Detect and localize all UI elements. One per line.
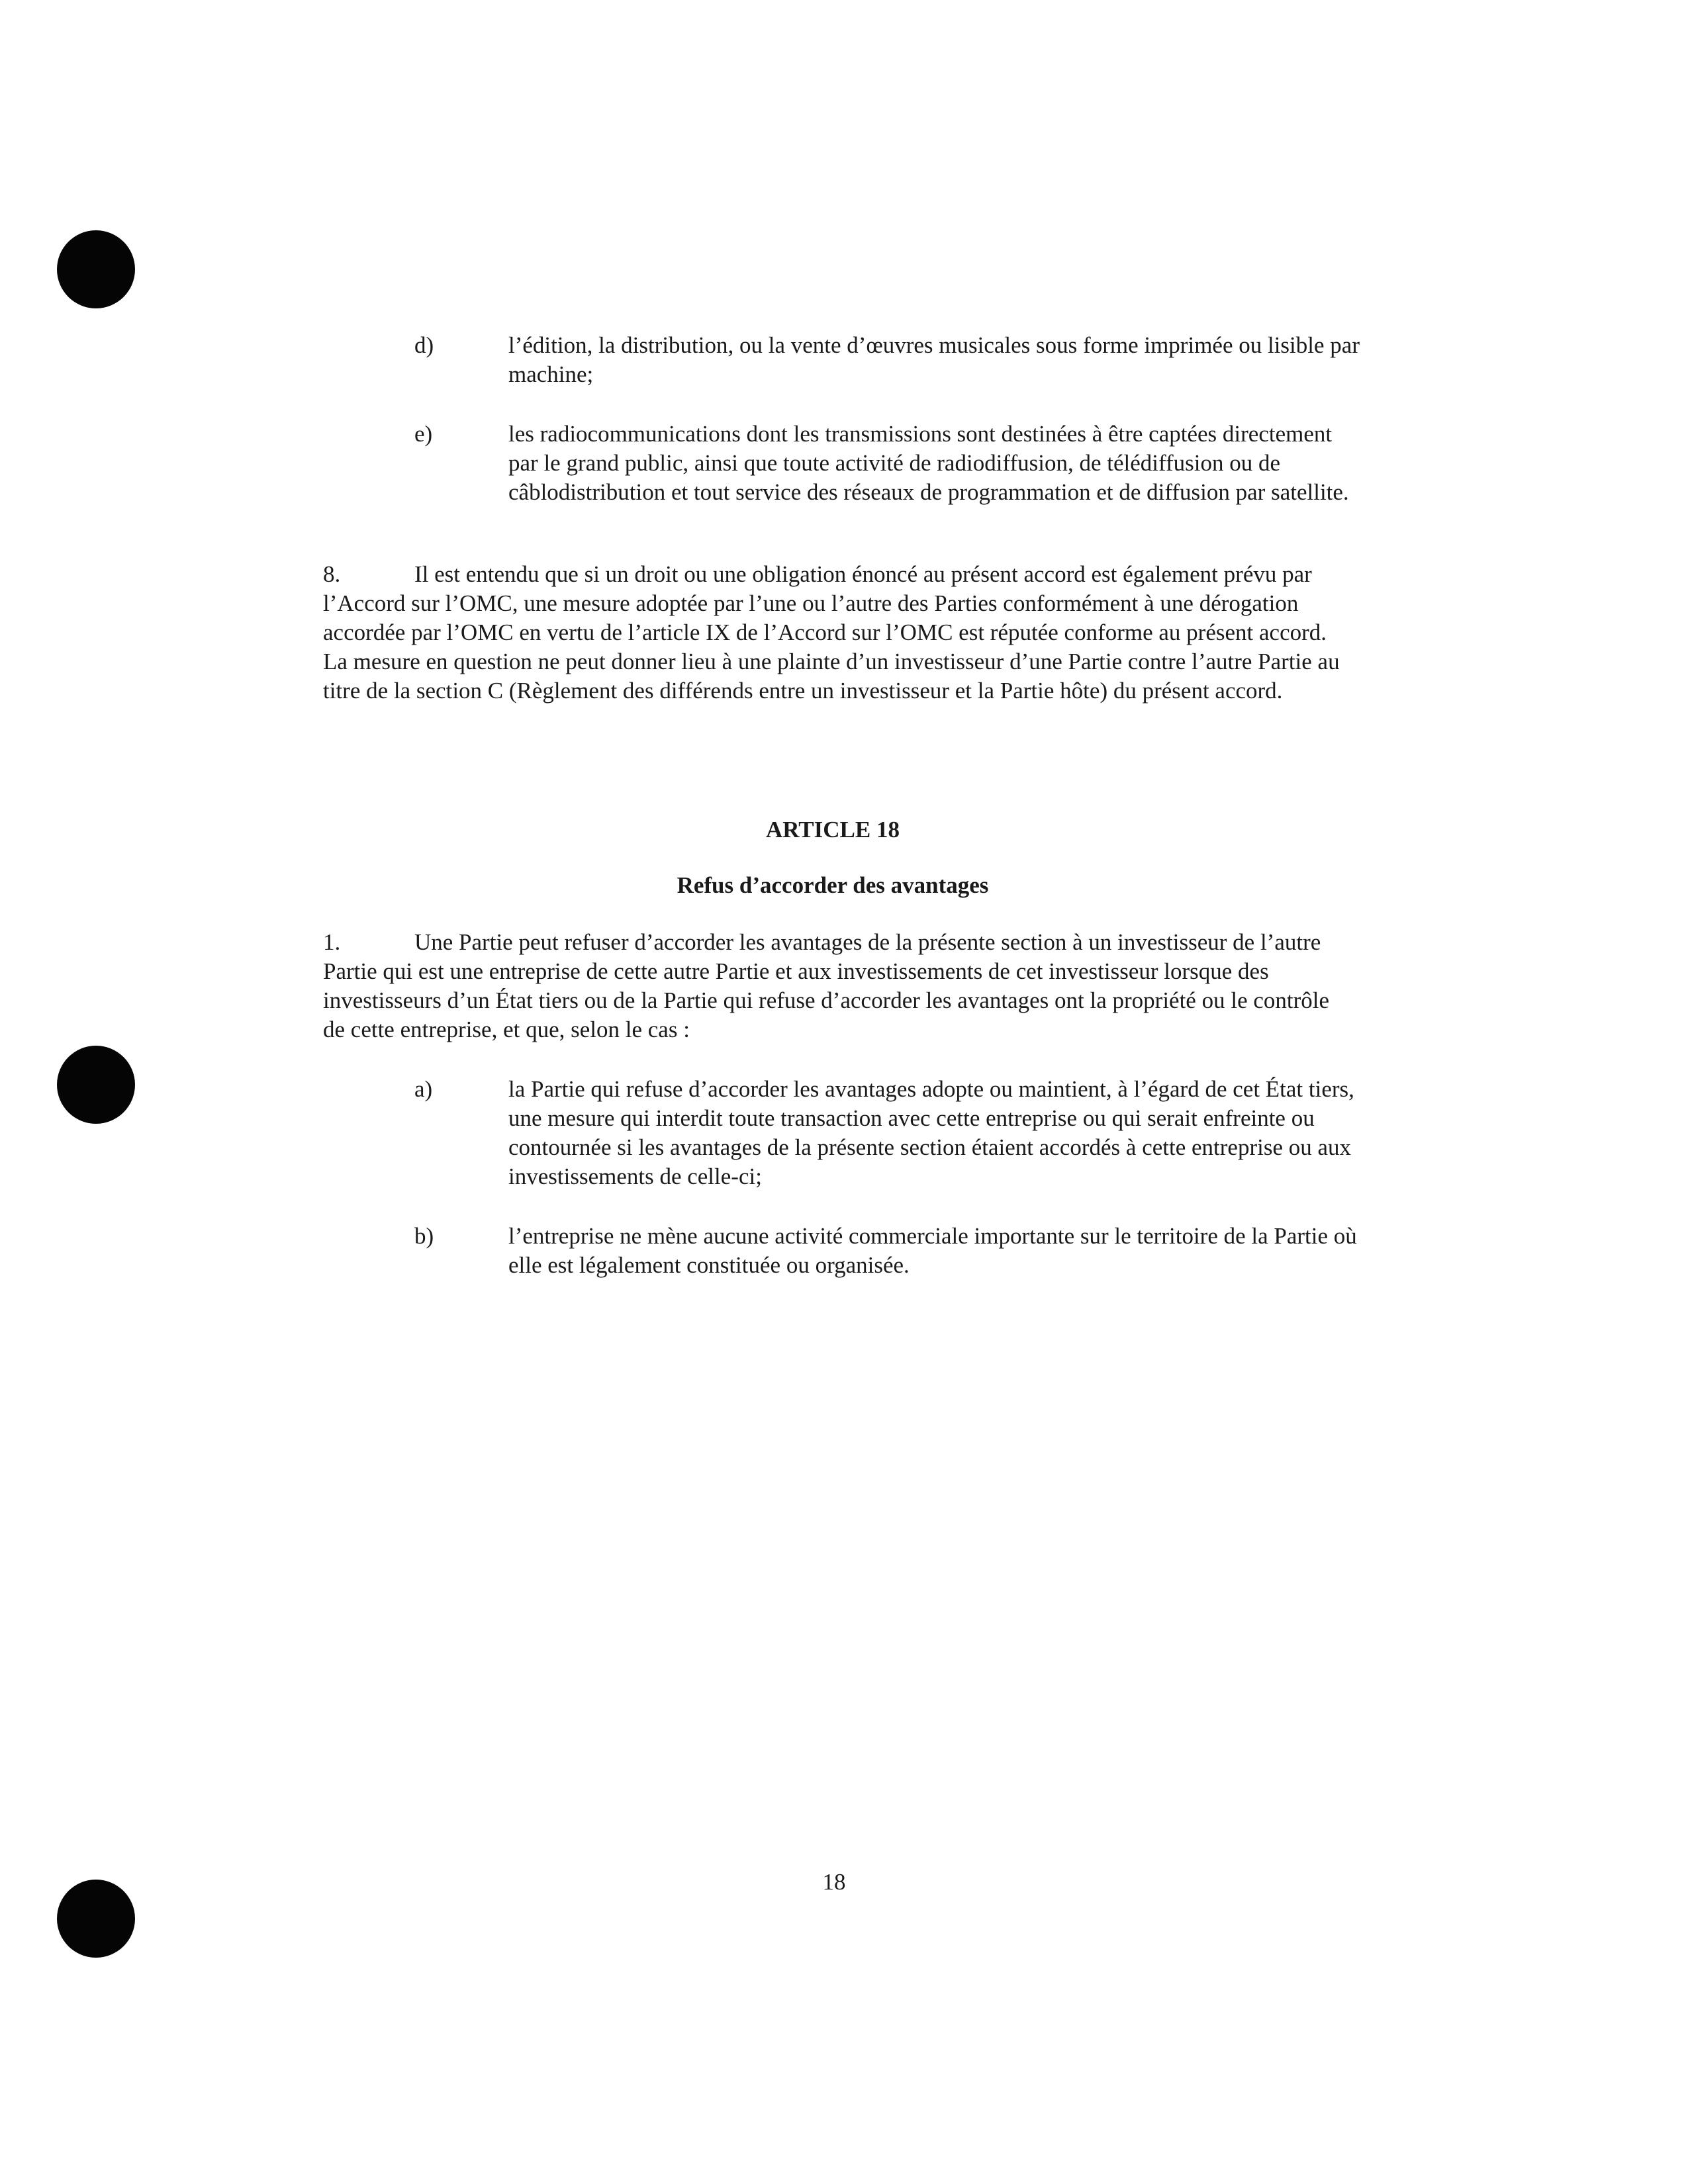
paragraph-1 xyxy=(323,928,1342,1044)
punch-hole xyxy=(57,230,135,308)
paragraph-8-number: 8. xyxy=(323,561,341,587)
article-subheading: Refus d’accorder des avantages xyxy=(677,872,989,898)
paragraph-8 xyxy=(323,560,1342,705)
list-item-label-b: b) xyxy=(414,1223,434,1249)
list-item-label-a: a) xyxy=(414,1076,433,1102)
paragraph-1-text: Une Partie peut refuser d’accorder les avantages de la présente section à un investisseur de l’autre Partie qui est une entreprise de cette autre Partie et aux investissements de cet investisseur lorsque des investisseurs d’un État tiers ou de la Partie qui refuse d’accorder les avantages ont la propriété ou le contrôle de cette entreprise, et que, selon le cas : xyxy=(323,929,1330,1042)
list-item-label-d: d) xyxy=(414,332,434,358)
paragraph-1-number: 1. xyxy=(323,929,341,955)
page-number: 18 xyxy=(822,1869,846,1895)
list-item-text-a: la Partie qui refuse d’accorder les avantages adopte ou maintient, à l’égard de cet État tiers, une mesure qui interdit toute transaction avec cette entreprise ou qui serait enfreinte ou contournée si les avantages de la présente section étaient accordés à cette entreprise ou aux investissements de celle-ci; xyxy=(508,1076,1354,1189)
list-item-text-e: les radiocommunications dont les transmissions sont destinées à être captées directement par le grand public, ainsi que toute activité de radiodiffusion, de télédiffusion ou de câblodistribution et tout service des réseaux de programmation et de diffusion par satellite. xyxy=(508,421,1349,505)
article-heading: ARTICLE 18 xyxy=(765,817,900,842)
punch-hole xyxy=(57,1880,135,1958)
list-item-text-d: l’édition, la distribution, ou la vente d’œuvres musicales sous forme imprimée ou lisible par machine; xyxy=(508,332,1360,387)
paragraph-8-text: Il est entendu que si un droit ou une obligation énoncé au présent accord est également prévu par l’Accord sur l’OMC, une mesure adoptée par l’une ou l’autre des Parties conformément à une dérogation accordée par l’OMC en vertu de l’article IX de l’Accord sur l’OMC est réputée conforme au présent accord. La mesure en question ne peut donner lieu à une plainte d’un investisseur d’une Partie contre l’autre Partie au titre de la section C (Règlement des différends entre un investisseur et la Partie hôte) du présent accord. xyxy=(323,561,1340,704)
list-item-label-e: e) xyxy=(414,421,433,447)
list-item-text-b: l’entreprise ne mène aucune activité commerciale importante sur le territoire de la Partie où elle est légalement constituée ou organisée. xyxy=(508,1223,1357,1278)
punch-hole xyxy=(57,1046,135,1124)
